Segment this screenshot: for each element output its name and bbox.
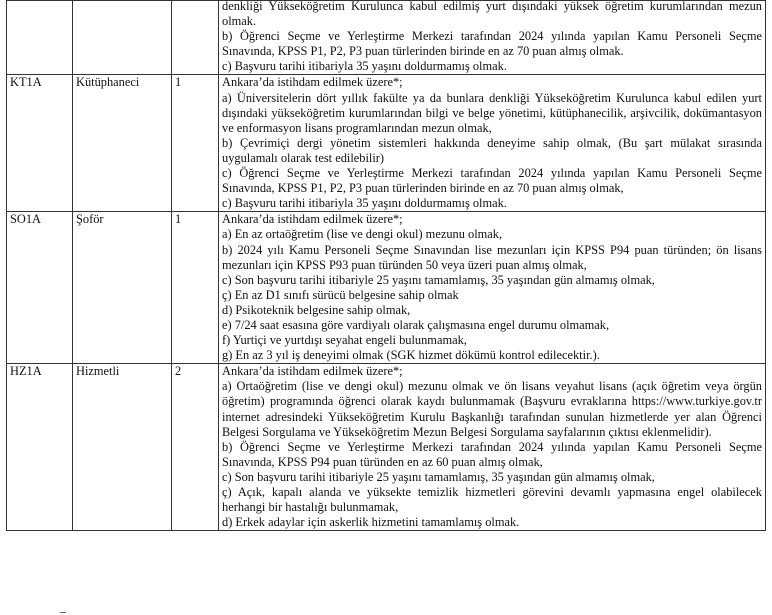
position-code-cell: HZ1A — [7, 364, 73, 531]
position-title-cell: Hizmetli — [73, 364, 172, 531]
position-count-cell — [172, 1, 219, 75]
requirement-line: Ankara’da istihdam edilmek üzere*; — [222, 212, 403, 227]
requirement-line: a) En az ortaöğretim (lise ve dengi okul) mezunu olmak, — [222, 227, 503, 242]
requirement-line: g) En az 3 yıl iş deneyimi olmak (SGK hizmet dökümü kontrol edilecektir.). — [222, 348, 600, 363]
table-row-hz1a — [7, 364, 766, 531]
requirement-line: c) Öğrenci Seçme ve Yerleştirme Merkezi tarafından 2024 yılında yapılan Kamu Personeli Seçme Sınavında, KPSS P1, P2, P3 puan türlerinden birinde en az 70 puan almış olmak, — [222, 166, 762, 196]
requirement-line: c) Başvuru tarihi itibariyla 35 yaşını doldurmamış olmak. — [222, 196, 507, 211]
requirement-line: ç) En az D1 sınıfı sürücü belgesine sahip olmak — [222, 287, 459, 302]
requirement-line: f) Yurtiçi ve yurtdışı seyahat engeli bulunmamak, — [222, 333, 467, 348]
requirement-line: denkliği Yükseköğretim Kurulunca kabul edilmiş yurt dışındaki yüksek öğretim kurumlarından mezun olmak. — [222, 0, 762, 29]
requirement-line: a) Ortaöğretim (lise ve dengi okul) mezunu olmak ve ön lisans veyahut lisans (açık öğretim veya örgün öğretim) programında öğrenci olarak kaydı bulunmamak (Başvuru evraklarına https://www.turkiye.gov.tr internet adresindeki Yükseköğretim Kurulu Başkanlığı tarafından sunulan hizmetlerde yer alan Öğrenci Belgesi Sorgulama ve Yükseköğretim Mezun Belgesi Sorgulama sayfalarının çıktısı eklenmelidir). — [222, 379, 762, 439]
requirement-line: c) Son başvuru tarihi itibariyle 25 yaşını tamamlamış, 35 yaşından gün almamış olmak, — [222, 272, 655, 287]
table-row-continued — [7, 1, 766, 75]
requirement-line: b) 2024 yılı Kamu Personeli Seçme Sınavından lise mezunları için KPSS P94 puan türünden; ön lisans mezunları için KPSS P93 puan türünden 50 veya üzeri puan almış olmak, — [222, 242, 762, 272]
position-title-cell — [73, 1, 172, 75]
requirements-cell — [219, 1, 766, 75]
requirements-cell — [219, 212, 766, 364]
position-title-cell: Kütüphaneci — [73, 75, 172, 212]
requirements-cell — [219, 364, 766, 531]
job-requirements-table — [6, 0, 766, 531]
requirement-line: c) Başvuru tarihi itibariyla 35 yaşını doldurmamış olmak. — [222, 59, 507, 74]
position-code-cell: SO1A — [7, 212, 73, 364]
requirement-line: b) Çevrimiçi dergi yönetim sistemleri hakkında deneyime sahip olmak, (Bu şart mülakat sırasında uygulamalı olarak test edilebilir) — [222, 135, 762, 165]
requirement-line: a) Üniversitelerin dört yıllık fakülte ya da bunlara denkliği Yükseköğretim Kurulunca kabul edilen yurt dışındaki yükseköğretim kurumlarından bilgi ve belge yönetimi, kütüphanecilik, arşivcilik, dokümantasyon ve enformasyon lisans programlarından mezun olmak, — [222, 90, 762, 135]
requirement-line: c) Son başvuru tarihi itibariyle 25 yaşını tamamlamış, 35 yaşından gün almamış olmak, — [222, 469, 655, 484]
table-row-kt1a — [7, 75, 766, 212]
position-title-cell: Şoför — [73, 212, 172, 364]
position-count-cell: 1 — [172, 75, 219, 212]
requirements-cell — [219, 75, 766, 212]
table-row-so1a — [7, 212, 766, 364]
requirement-line: b) Öğrenci Seçme ve Yerleştirme Merkezi tarafından 2024 yılında yapılan Kamu Personeli Seçme Sınavında, KPSS P94 puan türünden en az 60 puan almış olmak, — [222, 439, 762, 469]
requirement-line: Ankara’da istihdam edilmek üzere*; — [222, 75, 403, 90]
position-count-cell: 1 — [172, 212, 219, 364]
position-count-cell: 2 — [172, 364, 219, 531]
requirement-line: d) Psikoteknik belgesine sahip olmak, — [222, 302, 411, 317]
requirement-line: d) Erkek adaylar için askerlik hizmetini tamamlamış olmak. — [222, 515, 520, 530]
requirement-line: Ankara’da istihdam edilmek üzere*; — [222, 364, 403, 379]
requirement-line: b) Öğrenci Seçme ve Yerleştirme Merkezi tarafından 2024 yılında yapılan Kamu Personeli Seçme Sınavında, KPSS P1, P2, P3 puan türlerinden birinde en az 70 puan almış olmak. — [222, 29, 762, 59]
position-code-cell: KT1A — [7, 75, 73, 212]
requirement-line: e) 7/24 saat esasına göre vardiyalı olarak çalışmasına engel durumu olmamak, — [222, 317, 610, 332]
position-code-cell — [7, 1, 73, 75]
requirement-line: ç) Açık, kapalı alanda ve yüksekte temizlik hizmetleri görevini devamlı yapmasına engel olabilecek herhangi bir hastalığı bulunmamak, — [222, 485, 762, 515]
